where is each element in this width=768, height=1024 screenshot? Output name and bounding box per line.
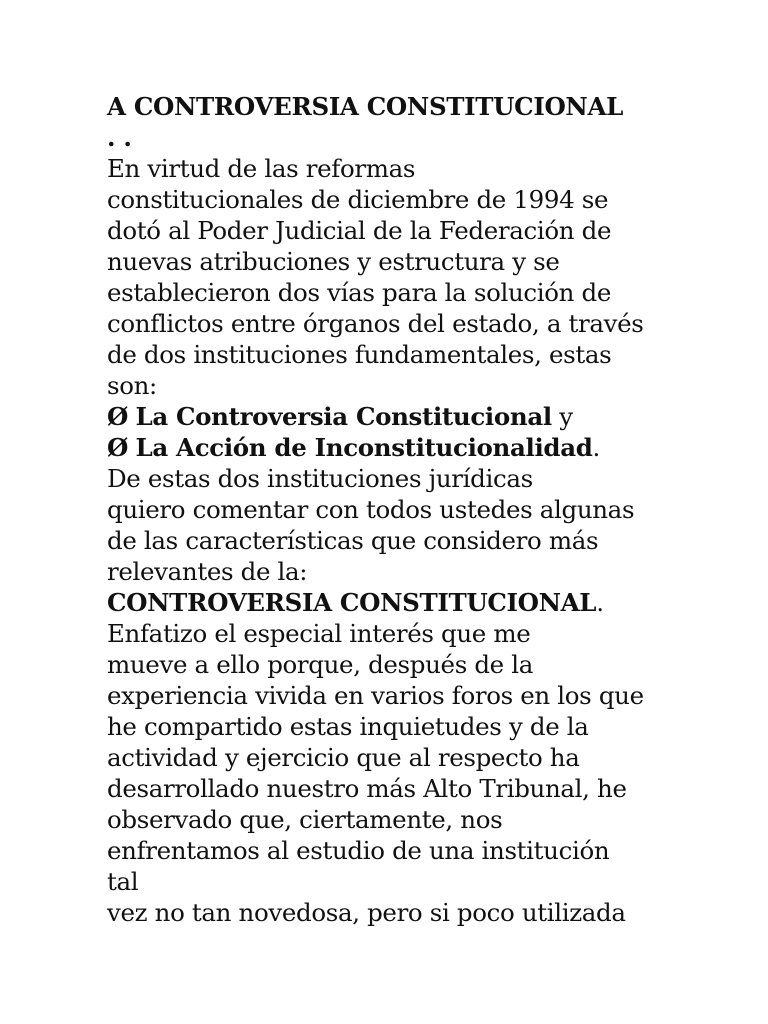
paragraph-line: observado que, ciertamente, nos [107, 805, 503, 834]
bullet-symbol: Ø [107, 402, 128, 431]
bullet-item [107, 401, 707, 432]
emphasis-line [107, 587, 707, 618]
paragraph-line: quiero comentar con todos ustedes algunas [107, 495, 635, 524]
paragraph-line: vez no tan novedosa, pero si poco utilizada [107, 898, 626, 927]
paragraph-line: mueve a ello porque, después de la [107, 650, 534, 679]
bullet-suffix: . [592, 433, 600, 462]
paragraph-line: constitucionales de diciembre de 1994 se [107, 185, 609, 214]
paragraph-line: enfrentamos al estudio de una institución [107, 836, 610, 865]
paragraph-line: desarrollado nuestro más Alto Tribunal, he [107, 774, 627, 803]
bullet-item [107, 432, 707, 463]
bullet-label: La Acción de Inconstitucionalidad [135, 433, 593, 462]
paragraph-line: De estas dos instituciones jurídicas [107, 464, 533, 493]
paragraph-line: he compartido estas inquietudes y de la [107, 712, 589, 741]
paragraph-line: conflictos entre órganos del estado, a través [107, 309, 644, 338]
paragraph-line: dotó al Poder Judicial de la Federación de [107, 216, 612, 245]
paragraph-line: experiencia vivida en varios foros en los que [107, 681, 644, 710]
paragraph-line: actividad y ejercicio que al respecto ha [107, 743, 580, 772]
paragraph-line: nuevas atribuciones y estructura y se [107, 247, 560, 276]
document-heading: A CONTROVERSIA CONSTITUCIONAL [107, 92, 624, 121]
paragraph-line: relevantes de la: [107, 557, 308, 586]
emphasis-suffix: . [596, 588, 604, 617]
bullet-suffix: y [551, 402, 573, 431]
paragraph-line: tal [107, 867, 139, 896]
paragraph-line: son: [107, 371, 157, 400]
bullet-symbol: Ø [107, 433, 128, 462]
paragraph-line: de las características que considero más [107, 526, 599, 555]
document-page [107, 91, 707, 928]
paragraph-line: Enfatizo el especial interés que me [107, 619, 531, 648]
paragraph-line: En virtud de las reformas [107, 154, 416, 183]
paragraph-line: establecieron dos vías para la solución de [107, 278, 611, 307]
emphasis-label: CONTROVERSIA CONSTITUCIONAL [107, 588, 597, 617]
bullet-label: La Controversia Constitucional [135, 402, 552, 431]
paragraph-line: de dos instituciones fundamentales, estas [107, 340, 612, 369]
heading-dots: . . [107, 123, 132, 152]
